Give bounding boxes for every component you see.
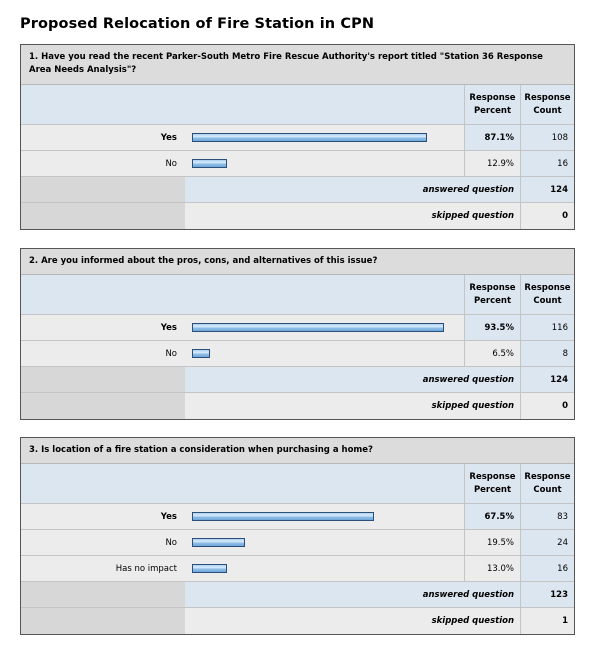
question-text: 3. Is location of a fire station a consideration when purchasing a home? — [21, 438, 574, 464]
response-bar — [192, 512, 374, 521]
response-count: 8 — [520, 341, 574, 366]
skipped-question-label: skipped question — [185, 393, 520, 419]
response-count-header-line1: Response — [524, 471, 571, 482]
response-percent: 19.5% — [464, 530, 520, 555]
answer-row — [21, 125, 574, 151]
response-percent-header-line2: Percent — [473, 295, 512, 306]
response-percent-header-line1: Response — [469, 92, 516, 103]
response-count: 24 — [520, 530, 574, 555]
skipped-question-count: 0 — [520, 203, 574, 229]
skipped-question-row — [21, 608, 574, 634]
question-table-3 — [20, 437, 575, 635]
response-bar — [192, 133, 427, 142]
response-percent: 67.5% — [464, 504, 520, 529]
answer-bar-cell — [185, 125, 464, 150]
response-percent-header-line1: Response — [469, 471, 516, 482]
response-percent-header — [464, 464, 520, 503]
header-spacer — [21, 275, 185, 314]
footer-spacer — [21, 203, 185, 229]
page-title: Proposed Relocation of Fire Station in CPN — [20, 16, 375, 32]
answer-bar-cell — [185, 151, 464, 176]
header-bar-spacer — [185, 85, 464, 124]
answered-question-count: 124 — [520, 177, 574, 202]
answer-label: Has no impact — [21, 556, 185, 581]
footer-spacer — [21, 582, 185, 607]
answered-question-row — [21, 177, 574, 203]
footer-spacer — [21, 367, 185, 392]
response-percent-header-text — [469, 282, 515, 308]
response-percent: 13.0% — [464, 556, 520, 581]
answered-question-label: answered question — [185, 367, 520, 392]
answer-label: No — [21, 341, 185, 366]
column-header-row — [21, 275, 574, 315]
response-count-header-text — [524, 471, 570, 497]
question-text: 2. Are you informed about the pros, cons, and alternatives of this issue? — [21, 249, 574, 275]
answered-question-row — [21, 582, 574, 608]
response-bar — [192, 323, 444, 332]
response-percent-header — [464, 85, 520, 124]
response-count: 108 — [520, 125, 574, 150]
answer-row — [21, 315, 574, 341]
skipped-question-label: skipped question — [185, 203, 520, 229]
response-count: 83 — [520, 504, 574, 529]
answer-row — [21, 504, 574, 530]
answer-label: No — [21, 530, 185, 555]
footer-spacer — [21, 177, 185, 202]
column-header-row — [21, 464, 574, 504]
response-percent-header-text — [469, 471, 515, 497]
answered-question-count: 124 — [520, 367, 574, 392]
answer-row — [21, 151, 574, 177]
response-count: 16 — [520, 556, 574, 581]
footer-spacer — [21, 608, 185, 634]
response-count-header — [520, 464, 574, 503]
response-count-header-text — [524, 282, 570, 308]
response-count-header-line2: Count — [533, 295, 562, 306]
response-percent-header-text — [469, 92, 515, 118]
footer-spacer — [21, 393, 185, 419]
answer-label: No — [21, 151, 185, 176]
answer-row — [21, 530, 574, 556]
header-bar-spacer — [185, 464, 464, 503]
response-count-header-line1: Response — [524, 92, 571, 103]
response-count-header-text — [524, 92, 570, 118]
response-percent-header-line1: Response — [469, 282, 516, 293]
header-spacer — [21, 464, 185, 503]
answer-bar-cell — [185, 341, 464, 366]
response-percent: 87.1% — [464, 125, 520, 150]
answer-row — [21, 556, 574, 582]
answered-question-row — [21, 367, 574, 393]
skipped-question-row — [21, 203, 574, 229]
header-bar-spacer — [185, 275, 464, 314]
answer-bar-cell — [185, 530, 464, 555]
question-text: 1. Have you read the recent Parker-South Metro Fire Rescue Authority's report titled "Station 36 Response Area Needs Analysis"? — [21, 45, 574, 85]
header-spacer — [21, 85, 185, 124]
response-percent: 6.5% — [464, 341, 520, 366]
skipped-question-count: 1 — [520, 608, 574, 634]
skipped-question-count: 0 — [520, 393, 574, 419]
question-table-1 — [20, 44, 575, 230]
answer-bar-cell — [185, 315, 464, 340]
response-count-header — [520, 275, 574, 314]
answer-label: Yes — [21, 504, 185, 529]
question-table-2 — [20, 248, 575, 420]
response-bar — [192, 538, 245, 547]
skipped-question-row — [21, 393, 574, 419]
answered-question-label: answered question — [185, 582, 520, 607]
answer-label: Yes — [21, 125, 185, 150]
response-percent: 12.9% — [464, 151, 520, 176]
answer-row — [21, 341, 574, 367]
response-percent-header — [464, 275, 520, 314]
response-bar — [192, 349, 210, 358]
response-bar — [192, 159, 227, 168]
response-count-header-line2: Count — [533, 484, 562, 495]
response-count-header-line2: Count — [533, 105, 562, 116]
response-percent-header-line2: Percent — [473, 105, 512, 116]
column-header-row — [21, 85, 574, 125]
response-bar — [192, 564, 227, 573]
answered-question-label: answered question — [185, 177, 520, 202]
answered-question-count: 123 — [520, 582, 574, 607]
answer-bar-cell — [185, 556, 464, 581]
skipped-question-label: skipped question — [185, 608, 520, 634]
answer-bar-cell — [185, 504, 464, 529]
response-count: 16 — [520, 151, 574, 176]
response-percent: 93.5% — [464, 315, 520, 340]
response-count-header — [520, 85, 574, 124]
response-count: 116 — [520, 315, 574, 340]
response-count-header-line1: Response — [524, 282, 571, 293]
response-percent-header-line2: Percent — [473, 484, 512, 495]
answer-label: Yes — [21, 315, 185, 340]
